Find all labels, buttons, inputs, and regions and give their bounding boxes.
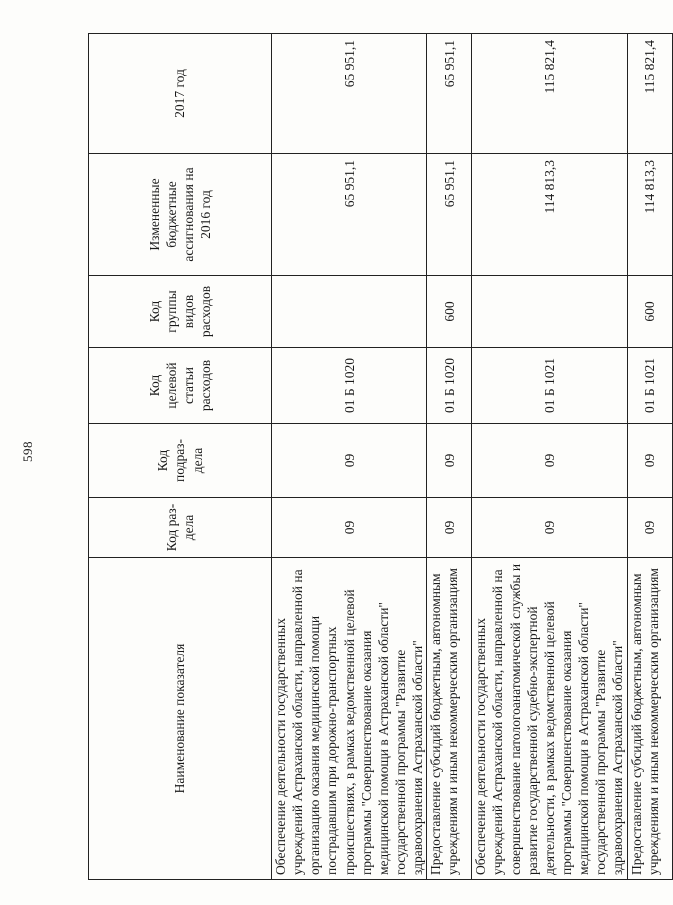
header-amount-2017: 2017 год: [89, 34, 272, 154]
amount-2017-cell: 115 821,4: [627, 34, 672, 154]
section-code-cell: 09: [427, 498, 472, 558]
indicator-name-cell: Предоставление субсидий бюджетным, автономным учреждениям и иным некоммерческим организациям: [427, 558, 472, 880]
target-code-cell: 01 Б 1021: [472, 348, 627, 424]
amount-2017-cell: 65 951,1: [427, 34, 472, 154]
subsection-code-cell: 09: [472, 424, 627, 498]
amount-2016-cell: 65 951,1: [427, 154, 472, 276]
amount-2016-cell: 114 813,3: [627, 154, 672, 276]
expense-group-cell: [272, 276, 427, 348]
header-indicator-name: Наименование показателя: [89, 558, 272, 880]
amount-2016-cell: 65 951,1: [272, 154, 427, 276]
expense-group-cell: [472, 276, 627, 348]
header-section-code: Код раз-дела: [89, 498, 272, 558]
header-amount-2016: Измененные бюджетные ассигнования на 2016 год: [89, 154, 272, 276]
section-code-cell: 09: [627, 498, 672, 558]
subsection-code-cell: 09: [627, 424, 672, 498]
expense-group-cell: 600: [627, 276, 672, 348]
rotated-table-frame: [88, 34, 661, 880]
header-target-code: Код целевой статьи расходов: [89, 348, 272, 424]
page-number: 598: [20, 441, 35, 462]
target-code-cell: 01 Б 1020: [272, 348, 427, 424]
table-row: [427, 34, 472, 880]
section-code-cell: 09: [272, 498, 427, 558]
amount-2017-cell: 65 951,1: [272, 34, 427, 154]
table-header-row: [89, 34, 272, 880]
subsection-code-cell: 09: [427, 424, 472, 498]
section-code-cell: 09: [472, 498, 627, 558]
expense-group-cell: 600: [427, 276, 472, 348]
amount-2016-cell: 114 813,3: [472, 154, 627, 276]
amount-2017-cell: 115 821,4: [472, 34, 627, 154]
table-row: [272, 34, 427, 880]
indicator-name-cell: Обеспечение деятельности государственных учреждений Астраханской области, направленной на организацию оказания медицинской помощи пострадавшим при дорожно-транспортных происшествиях, в рамках ведомственной целевой программы "Совершенствование оказания медицинской помощи в Астраханской области" государственной программы "Развитие здравоохранения Астраханской области": [272, 558, 427, 880]
indicator-name-cell: Обеспечение деятельности государственных учреждений Астраханской области, направленной на совершенствование патологоанатомической службы и развитие государственной судебно-экспертной деятельности, в рамках ведомственной целевой программы "Совершенствование оказания медицинской помощи в Астраханской области" государственной программы "Развитие здравоохранения Астраханской области": [472, 558, 627, 880]
subsection-code-cell: 09: [272, 424, 427, 498]
header-expense-group-code: Код группы видов расходов: [89, 276, 272, 348]
table-row: [472, 34, 627, 880]
table-row: [627, 34, 672, 880]
target-code-cell: 01 Б 1020: [427, 348, 472, 424]
target-code-cell: 01 Б 1021: [627, 348, 672, 424]
indicator-name-cell: Предоставление субсидий бюджетным, автономным учреждениям и иным некоммерческим организациям: [627, 558, 672, 880]
header-subsection-code: Код подраз-дела: [89, 424, 272, 498]
budget-table: [88, 33, 673, 880]
